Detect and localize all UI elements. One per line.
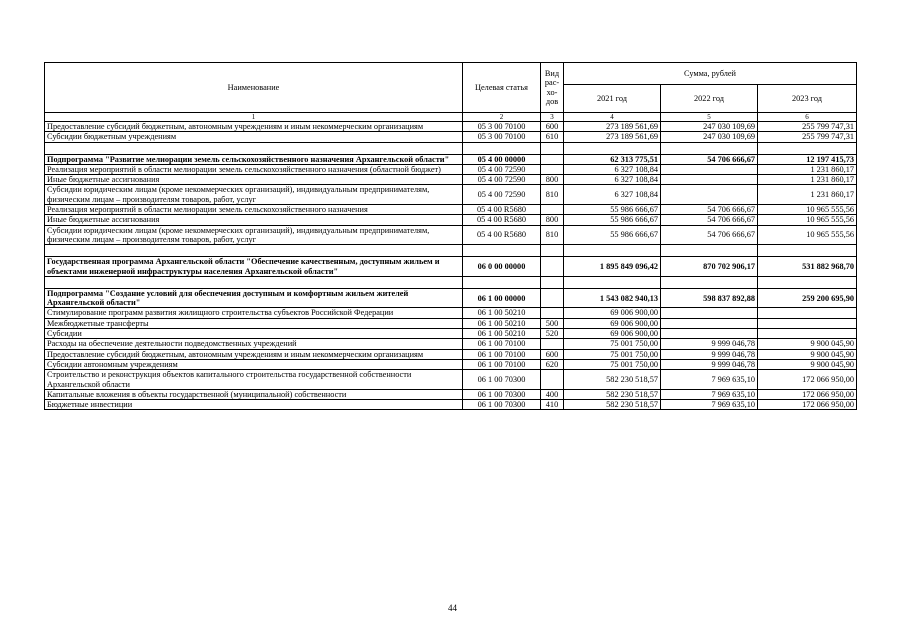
col-number: 2: [463, 113, 541, 122]
row-sum-2022: [661, 185, 758, 205]
row-sum-2023: 531 882 968,70: [758, 257, 857, 277]
row-code: 06 1 00 70100: [463, 339, 541, 349]
col-number: 6: [758, 113, 857, 122]
row-code: 06 1 00 70300: [463, 400, 541, 410]
col-number: 3: [541, 113, 564, 122]
row-name: Субсидии юридическим лицам (кроме некоммерческих организаций), индивидуальным предпринимателям, физическим лицам – производителям товаров, работ, услуг: [45, 185, 463, 205]
empty-cell: [661, 276, 758, 288]
row-name: Капитальные вложения в объекты государственной (муниципальной) собственности: [45, 389, 463, 399]
row-sum-2021: 582 230 518,57: [564, 400, 661, 410]
table-row: [45, 389, 857, 399]
table-row: [45, 318, 857, 328]
table-row: [45, 164, 857, 174]
page-number: 44: [448, 603, 457, 613]
row-expense-type: 410: [541, 400, 564, 410]
row-code: 06 1 00 50210: [463, 329, 541, 339]
row-name: Предоставление субсидий бюджетным, автономным учреждениям и иным некоммерческим организациям: [45, 349, 463, 359]
table-row: [45, 175, 857, 185]
empty-cell: [758, 276, 857, 288]
row-sum-2022: 9 999 046,78: [661, 359, 758, 369]
row-sum-2023: 255 799 747,31: [758, 132, 857, 142]
column-number-row: [45, 113, 857, 122]
row-sum-2023: [758, 318, 857, 328]
row-sum-2023: [758, 308, 857, 318]
row-sum-2022: 54 706 666,67: [661, 225, 758, 245]
row-code: 05 4 00 R5680: [463, 215, 541, 225]
empty-cell: [661, 245, 758, 257]
table-row: [45, 339, 857, 349]
row-sum-2022: 247 030 109,69: [661, 122, 758, 132]
row-code: 05 4 00 R5680: [463, 205, 541, 215]
spacer-row: [45, 276, 857, 288]
row-sum-2023: 9 900 045,90: [758, 339, 857, 349]
row-expense-type: 400: [541, 389, 564, 399]
row-sum-2023: 9 900 045,90: [758, 349, 857, 359]
section-row: [45, 154, 857, 164]
row-sum-2022: 54 706 666,67: [661, 205, 758, 215]
row-code: 06 1 00 50210: [463, 318, 541, 328]
col-number: 4: [564, 113, 661, 122]
table-row: [45, 359, 857, 369]
row-name: Государственная программа Архангельской области "Обеспечение качественным, доступным жильем и объектами инженерной инфраструктуры населения Архангельской области": [45, 257, 463, 277]
empty-cell: [45, 276, 463, 288]
row-code: 06 1 00 70300: [463, 389, 541, 399]
row-sum-2022: 9 999 046,78: [661, 349, 758, 359]
row-name: Субсидии бюджетным учреждениям: [45, 132, 463, 142]
row-name: Субсидии юридическим лицам (кроме некоммерческих организаций), индивидуальным предпринимателям, физическим лицам – производителям товаров, работ, услуг: [45, 225, 463, 245]
row-sum-2021: 6 327 108,84: [564, 175, 661, 185]
empty-cell: [45, 142, 463, 154]
empty-cell: [564, 245, 661, 257]
row-expense-type: 600: [541, 122, 564, 132]
row-sum-2021: 6 327 108,84: [564, 185, 661, 205]
header-year-2021: 2021 год: [564, 85, 661, 113]
empty-cell: [541, 276, 564, 288]
empty-cell: [564, 276, 661, 288]
row-sum-2022: [661, 318, 758, 328]
empty-cell: [541, 142, 564, 154]
row-expense-type: [541, 308, 564, 318]
empty-cell: [564, 142, 661, 154]
row-sum-2021: 69 006 900,00: [564, 308, 661, 318]
spacer-row: [45, 142, 857, 154]
row-sum-2022: 9 999 046,78: [661, 339, 758, 349]
row-sum-2023: 1 231 860,17: [758, 164, 857, 174]
empty-cell: [45, 245, 463, 257]
row-sum-2023: 259 200 695,90: [758, 288, 857, 308]
row-sum-2023: 172 066 950,00: [758, 389, 857, 399]
row-sum-2021: 62 313 775,51: [564, 154, 661, 164]
row-expense-type: 810: [541, 225, 564, 245]
row-name: Стимулирование программ развития жилищного строительства субъектов Российской Федерации: [45, 308, 463, 318]
row-sum-2023: 10 965 555,56: [758, 215, 857, 225]
row-code: 05 4 00 72590: [463, 175, 541, 185]
row-expense-type: 520: [541, 329, 564, 339]
row-sum-2021: 75 001 750,00: [564, 359, 661, 369]
row-sum-2021: 273 189 561,69: [564, 132, 661, 142]
empty-cell: [541, 245, 564, 257]
row-sum-2023: 10 965 555,56: [758, 225, 857, 245]
row-sum-2021: 1 895 849 096,42: [564, 257, 661, 277]
row-sum-2022: [661, 175, 758, 185]
row-expense-type: [541, 154, 564, 164]
row-expense-type: [541, 164, 564, 174]
spacer-row: [45, 245, 857, 257]
row-sum-2021: 55 986 666,67: [564, 205, 661, 215]
row-code: 06 1 00 70100: [463, 349, 541, 359]
row-name: Подпрограмма "Создание условий для обеспечения доступным и комфортным жильем жителей Архангельской области": [45, 288, 463, 308]
row-sum-2023: 12 197 415,73: [758, 154, 857, 164]
header-sum: Сумма, рублей: [564, 63, 857, 85]
row-name: Реализация мероприятий в области мелиорации земель сельскохозяйственного назначения: [45, 205, 463, 215]
row-sum-2021: 582 230 518,57: [564, 370, 661, 390]
row-sum-2022: [661, 329, 758, 339]
row-code: 06 1 00 70300: [463, 370, 541, 390]
section-row: [45, 257, 857, 277]
row-expense-type: 600: [541, 349, 564, 359]
row-sum-2021: 55 986 666,67: [564, 215, 661, 225]
col-number: 5: [661, 113, 758, 122]
row-sum-2022: 7 969 635,10: [661, 370, 758, 390]
row-expense-type: [541, 339, 564, 349]
section-row: [45, 288, 857, 308]
row-sum-2021: 69 006 900,00: [564, 318, 661, 328]
row-expense-type: 800: [541, 175, 564, 185]
col-number: 1: [45, 113, 463, 122]
row-sum-2022: 247 030 109,69: [661, 132, 758, 142]
row-expense-type: [541, 205, 564, 215]
table-row: [45, 205, 857, 215]
row-name: Субсидии: [45, 329, 463, 339]
row-code: 06 1 00 70100: [463, 359, 541, 369]
row-sum-2021: 1 543 082 940,13: [564, 288, 661, 308]
empty-cell: [463, 142, 541, 154]
row-sum-2023: 9 900 045,90: [758, 359, 857, 369]
row-code: 05 3 00 70100: [463, 122, 541, 132]
row-sum-2021: 55 986 666,67: [564, 225, 661, 245]
row-code: 06 1 00 50210: [463, 308, 541, 318]
row-expense-type: 620: [541, 359, 564, 369]
row-sum-2023: 10 965 555,56: [758, 205, 857, 215]
row-name: Подпрограмма "Развитие мелиорации земель сельскохозяйственного назначения Архангельской области": [45, 154, 463, 164]
row-sum-2022: 598 837 892,88: [661, 288, 758, 308]
row-expense-type: 810: [541, 185, 564, 205]
row-code: 05 4 00 00000: [463, 154, 541, 164]
row-code: 05 4 00 72590: [463, 164, 541, 174]
row-name: Субсидии автономным учреждениям: [45, 359, 463, 369]
header-expense-type: Вид рас-хо-дов: [541, 63, 564, 113]
row-sum-2022: 54 706 666,67: [661, 154, 758, 164]
table-row: [45, 225, 857, 245]
empty-cell: [661, 142, 758, 154]
row-name: Предоставление субсидий бюджетным, автономным учреждениям и иным некоммерческим организациям: [45, 122, 463, 132]
row-sum-2021: 273 189 561,69: [564, 122, 661, 132]
row-expense-type: [541, 288, 564, 308]
table-row: [45, 132, 857, 142]
table-row: [45, 215, 857, 225]
row-sum-2023: [758, 329, 857, 339]
row-sum-2021: 582 230 518,57: [564, 389, 661, 399]
row-code: 05 4 00 72590: [463, 185, 541, 205]
row-sum-2022: 7 969 635,10: [661, 400, 758, 410]
header-year-2022: 2022 год: [661, 85, 758, 113]
row-sum-2023: 172 066 950,00: [758, 370, 857, 390]
row-sum-2022: [661, 308, 758, 318]
table-row: [45, 122, 857, 132]
row-expense-type: 500: [541, 318, 564, 328]
empty-cell: [758, 142, 857, 154]
row-expense-type: [541, 257, 564, 277]
row-sum-2021: 75 001 750,00: [564, 349, 661, 359]
row-sum-2023: 1 231 860,17: [758, 175, 857, 185]
row-expense-type: [541, 370, 564, 390]
table-row: [45, 329, 857, 339]
header-target-article: Целевая статья: [463, 63, 541, 113]
row-expense-type: 800: [541, 215, 564, 225]
row-name: Бюджетные инвестиции: [45, 400, 463, 410]
table-row: [45, 185, 857, 205]
row-name: Межбюджетные трансферты: [45, 318, 463, 328]
budget-table: [44, 62, 857, 410]
table-row: [45, 308, 857, 318]
header-name: Наименование: [45, 63, 463, 113]
row-name: Иные бюджетные ассигнования: [45, 215, 463, 225]
table-row: [45, 349, 857, 359]
row-sum-2023: 255 799 747,31: [758, 122, 857, 132]
row-sum-2021: 6 327 108,84: [564, 164, 661, 174]
table-row: [45, 400, 857, 410]
row-sum-2023: 1 231 860,17: [758, 185, 857, 205]
row-code: 06 1 00 00000: [463, 288, 541, 308]
empty-cell: [463, 245, 541, 257]
row-code: 06 0 00 00000: [463, 257, 541, 277]
row-name: Иные бюджетные ассигнования: [45, 175, 463, 185]
empty-cell: [463, 276, 541, 288]
row-name: Строительство и реконструкция объектов капитального строительства государственной собственности Архангельской области: [45, 370, 463, 390]
row-expense-type: 610: [541, 132, 564, 142]
row-sum-2023: 172 066 950,00: [758, 400, 857, 410]
row-name: Реализация мероприятий в области мелиорации земель сельскохозяйственного назначения (областной бюджет): [45, 164, 463, 174]
row-sum-2021: 69 006 900,00: [564, 329, 661, 339]
empty-cell: [758, 245, 857, 257]
row-sum-2021: 75 001 750,00: [564, 339, 661, 349]
row-code: 05 3 00 70100: [463, 132, 541, 142]
row-name: Расходы на обеспечение деятельности подведомственных учреждений: [45, 339, 463, 349]
table-row: [45, 370, 857, 390]
row-code: 05 4 00 R5680: [463, 225, 541, 245]
header-year-2023: 2023 год: [758, 85, 857, 113]
row-sum-2022: 54 706 666,67: [661, 215, 758, 225]
row-sum-2022: 7 969 635,10: [661, 389, 758, 399]
row-sum-2022: [661, 164, 758, 174]
row-sum-2022: 870 702 906,17: [661, 257, 758, 277]
